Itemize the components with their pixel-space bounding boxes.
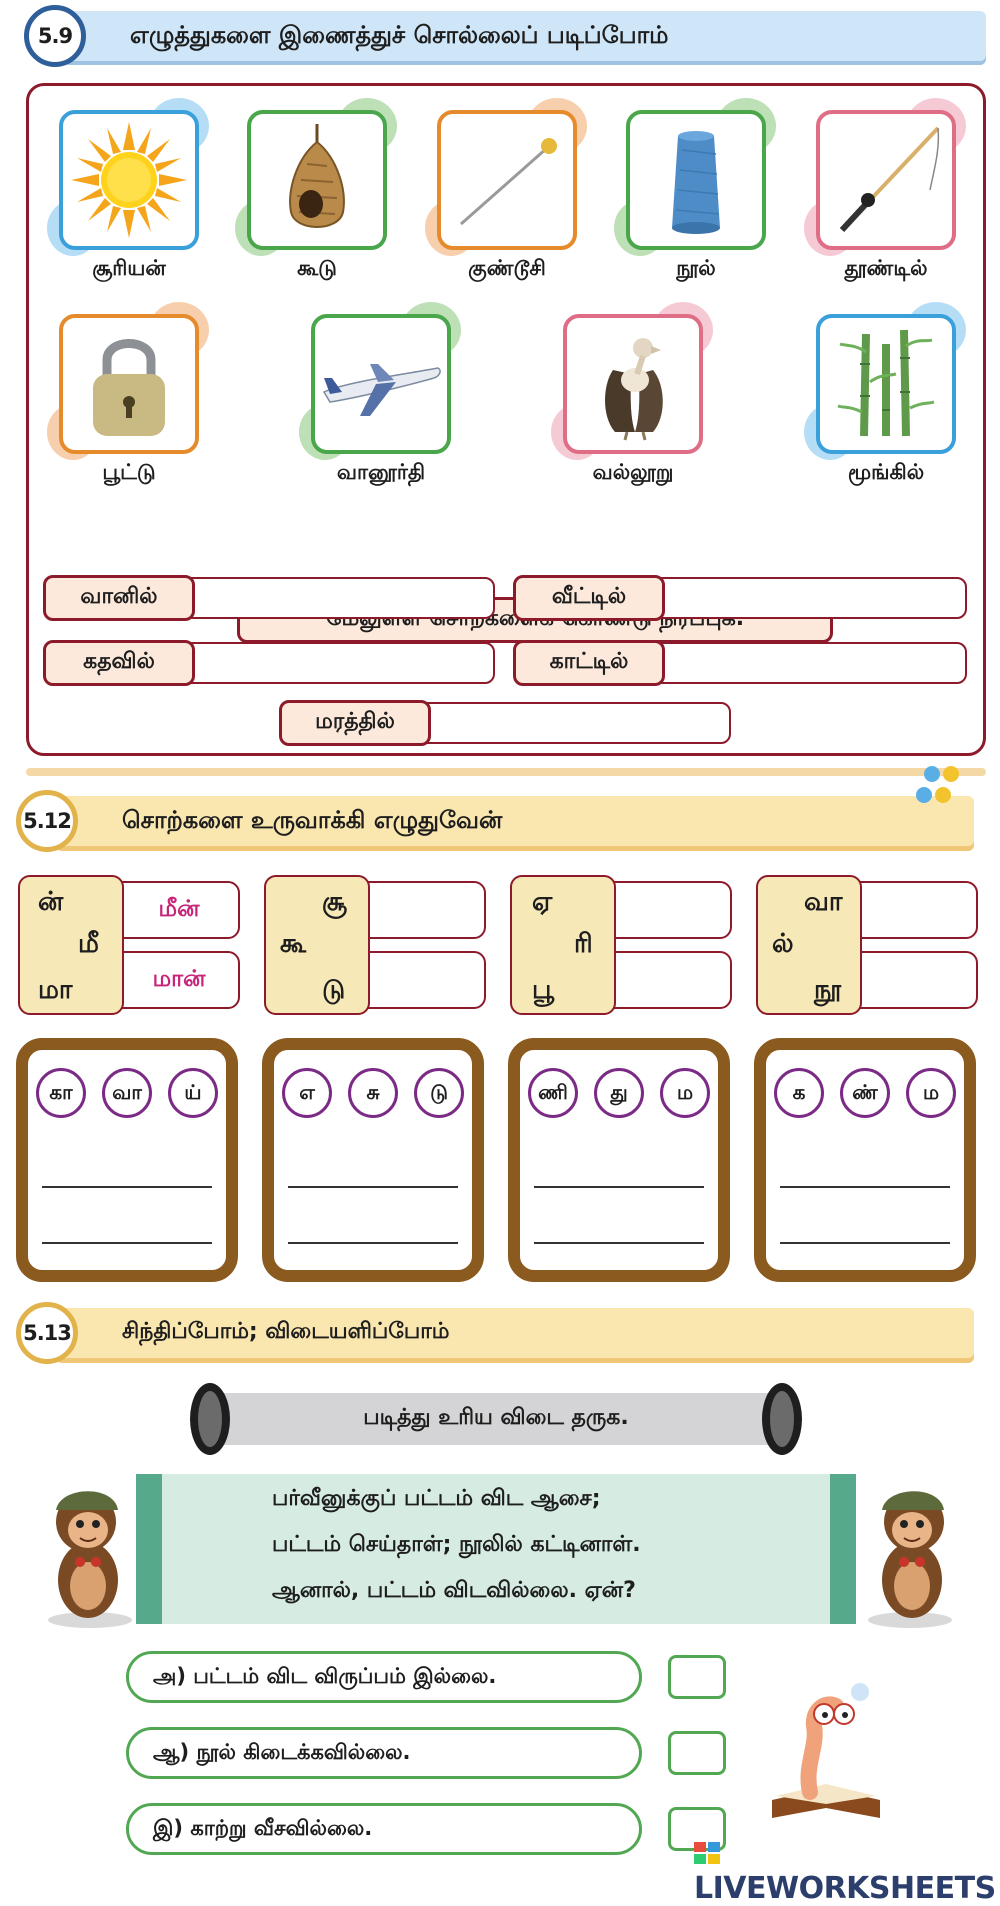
scroll-text: படித்து உரிய விடை தருக. xyxy=(363,1405,629,1430)
picture-card-thread xyxy=(626,110,766,283)
picture-word: சூரியன் xyxy=(92,256,166,280)
syllable-circle: வா xyxy=(102,1068,152,1118)
letter: மா xyxy=(38,975,73,1005)
picture-card-vulture xyxy=(563,314,703,487)
picture-card-padlock xyxy=(59,314,199,487)
fill-row-house xyxy=(513,575,967,621)
picture-word: நூல் xyxy=(676,256,716,280)
letter: டு xyxy=(322,975,346,1005)
picture-card-pin xyxy=(437,110,577,283)
answer-option: இ) காற்று வீசவில்லை. xyxy=(126,1803,642,1855)
letter: மீ xyxy=(78,929,99,959)
syllable-circle: து xyxy=(594,1068,644,1118)
section-title: எழுத்துகளை இணைத்துச் சொல்லைப் படிப்போம் xyxy=(64,11,986,61)
brand-logo xyxy=(694,1836,1000,1906)
bookworm-mascot-icon xyxy=(764,1676,888,1826)
fishing-rod-icon xyxy=(816,110,956,250)
word-picture-panel xyxy=(26,83,986,756)
fill-instruction: சொற்களைக் xyxy=(237,597,833,643)
letter-group xyxy=(264,875,486,1015)
letter: பூ xyxy=(532,975,554,1005)
fill-label: கதவில் xyxy=(43,640,195,686)
thread-spool-icon xyxy=(626,110,766,250)
answer-field[interactable] xyxy=(187,642,495,684)
word-answer[interactable]: மான் xyxy=(118,951,240,1009)
divider-strip xyxy=(26,768,986,776)
fill-label: காட்டில் xyxy=(513,640,665,686)
story-board xyxy=(136,1474,856,1624)
vulture-icon xyxy=(563,314,703,454)
section-title: சொற்களை உருவாக்கி எழுதுவேன் xyxy=(56,796,974,846)
answer-checkbox[interactable] xyxy=(668,1731,726,1775)
section-title: சிந்திப்போம்; விடையளிப்போம் xyxy=(56,1308,974,1358)
letter-tiles xyxy=(18,875,124,1015)
syllable-box xyxy=(754,1038,976,1282)
picture-word: வல்லூறு xyxy=(592,460,674,484)
answer-line[interactable] xyxy=(42,1242,212,1244)
word-answer[interactable] xyxy=(856,881,978,939)
monkey-mascot-icon xyxy=(40,1470,136,1630)
instruction-scroll xyxy=(210,1393,782,1445)
pin-icon xyxy=(437,110,577,250)
syllable-circle: ம xyxy=(906,1068,956,1118)
section-number: 5.12 xyxy=(16,790,78,852)
picture-word: பூட்டு xyxy=(102,460,156,484)
fill-row-tree xyxy=(279,700,731,746)
picture-word: குண்டூசி xyxy=(468,256,546,280)
section-number: 5.9 xyxy=(24,5,86,67)
answer-line[interactable] xyxy=(534,1186,704,1188)
liveworksheets-logo-icon xyxy=(694,1840,722,1866)
picture-word: தூண்டில் xyxy=(844,256,928,280)
syllable-circle: ய் xyxy=(168,1068,218,1118)
decor-dots xyxy=(924,766,959,782)
fill-row-sky xyxy=(43,575,495,621)
airplane-icon xyxy=(311,314,451,454)
answer-field[interactable] xyxy=(657,642,967,684)
answer-field[interactable] xyxy=(187,577,495,619)
syllable-circle: க xyxy=(774,1068,824,1118)
answer-line[interactable] xyxy=(288,1186,458,1188)
answer-option: அ) பட்டம் விட விருப்பம் இல்லை. xyxy=(126,1651,642,1703)
picture-card-fishing-rod xyxy=(816,110,956,283)
section-5-13-header xyxy=(16,1302,974,1364)
answer-line[interactable] xyxy=(780,1186,950,1188)
answer-line[interactable] xyxy=(534,1242,704,1244)
letter: சூ xyxy=(322,887,347,917)
section-number: 5.13 xyxy=(16,1302,78,1364)
answer-option: ஆ) நூல் கிடைக்கவில்லை. xyxy=(126,1727,642,1779)
letter: ல் xyxy=(772,929,794,959)
fill-label: மரத்தில் xyxy=(279,700,431,746)
story-line: பர்வீனுக்குப் பட்டம் விட ஆசை; xyxy=(272,1486,601,1511)
syllable-box xyxy=(508,1038,730,1282)
picture-card-airplane xyxy=(311,314,451,487)
syllable-circle: எ xyxy=(282,1068,332,1118)
fill-label: வானில் xyxy=(43,575,195,621)
letter: வா xyxy=(804,887,843,917)
answer-line[interactable] xyxy=(780,1242,950,1244)
answer-field[interactable] xyxy=(423,702,731,744)
letter-tiles xyxy=(264,875,370,1015)
word-answer[interactable] xyxy=(610,951,732,1009)
answer-line[interactable] xyxy=(288,1242,458,1244)
story-line: ஆனால், பட்டம் விடவில்லை. ஏன்? xyxy=(272,1578,636,1603)
scroll-roll-right xyxy=(762,1383,802,1455)
fill-label: வீட்டில் xyxy=(513,575,665,621)
picture-word: கூடு xyxy=(297,256,337,280)
picture-word: வானூர்தி xyxy=(336,460,426,484)
letter-tiles xyxy=(756,875,862,1015)
word-answer[interactable] xyxy=(856,951,978,1009)
answer-field[interactable] xyxy=(657,577,967,619)
story-line: பட்டம் செய்தாள்; நூலில் கட்டினாள். xyxy=(272,1532,641,1557)
word-answer[interactable] xyxy=(610,881,732,939)
picture-card-sun xyxy=(59,110,199,283)
decor-dots xyxy=(916,787,951,803)
letter-group xyxy=(756,875,978,1015)
bamboo-icon xyxy=(816,314,956,454)
letter: ன் xyxy=(38,887,64,917)
picture-card-nest xyxy=(247,110,387,283)
letter: ரி xyxy=(574,929,593,959)
syllable-circle: ணி xyxy=(528,1068,578,1118)
picture-word: மூங்கில் xyxy=(847,460,925,484)
syllable-box xyxy=(16,1038,238,1282)
monkey-mascot-icon xyxy=(864,1470,960,1630)
answer-line[interactable] xyxy=(42,1186,212,1188)
letter: கூ xyxy=(280,929,307,959)
nest-icon xyxy=(247,110,387,250)
word-answer[interactable] xyxy=(364,951,486,1009)
letter-tiles xyxy=(510,875,616,1015)
word-answer[interactable]: மீன் xyxy=(118,881,240,939)
section-5-9-header xyxy=(24,5,986,67)
syllable-circle: சு xyxy=(348,1068,398,1118)
picture-card-bamboo xyxy=(816,314,956,487)
padlock-icon xyxy=(59,314,199,454)
syllable-circle: கா xyxy=(36,1068,86,1118)
syllable-circle: ண் xyxy=(840,1068,890,1118)
syllable-box xyxy=(262,1038,484,1282)
scroll-roll-left xyxy=(190,1383,230,1455)
syllable-circle: ம xyxy=(660,1068,710,1118)
brand-text: LIVEWORKSHEETS xyxy=(694,1871,996,1906)
sun-icon xyxy=(59,110,199,250)
fill-row-forest xyxy=(513,640,967,686)
fill-row-door xyxy=(43,640,495,686)
word-answer[interactable] xyxy=(364,881,486,939)
syllable-circle: டு xyxy=(414,1068,464,1118)
letter: நூ xyxy=(814,975,842,1005)
letter-group xyxy=(510,875,732,1015)
letter: ஏ xyxy=(532,887,553,917)
letter-group xyxy=(18,875,240,1015)
answer-checkbox[interactable] xyxy=(668,1655,726,1699)
section-5-12-header xyxy=(16,790,974,852)
